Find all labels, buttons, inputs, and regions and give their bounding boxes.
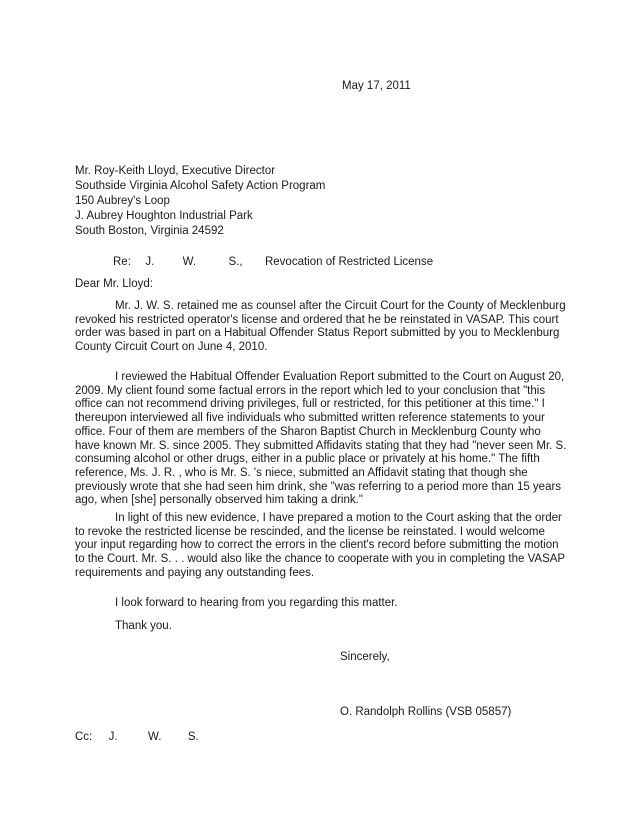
re-subject: Revocation of Restricted License — [264, 256, 434, 268]
re-name-last: S., — [228, 256, 243, 268]
address-line: South Boston, Virginia 24592 — [75, 225, 224, 237]
paragraph-text: Thank you. — [115, 620, 172, 632]
paragraph-text: I look forward to hearing from you regarding this matter. — [115, 597, 398, 609]
letter-date: May 17, 2011 — [342, 80, 411, 92]
address-line: 150 Aubrey's Loop — [75, 195, 170, 207]
cc-prefix: Cc: — [75, 731, 93, 743]
body-paragraph — [75, 371, 567, 508]
address-line: Southside Virginia Alcohol Safety Action Program — [75, 180, 326, 192]
body-paragraph — [75, 597, 567, 611]
cc-name-first: J. — [108, 731, 118, 743]
re-name-middle: W. — [182, 256, 197, 268]
address-line: J. Aubrey Houghton Industrial Park — [75, 210, 253, 222]
salutation: Dear Mr. Lloyd: — [75, 278, 153, 290]
cc-name-last: S. — [187, 731, 199, 743]
address-line: Mr. Roy-Keith Lloyd, Executive Director — [75, 165, 276, 177]
paragraph-text: In light of this new evidence, I have prepared a motion to the Court asking that the order to revoke the restricted license be rescinded, and the license be reinstated. I would welcome your input regarding how to correct the errors in the client's record before submitting the motion to the Court. Mr. S. . . would also like the chance to cooperate with you in completing the VASAP requirements and paying any outstanding fees. — [75, 512, 565, 579]
signature: O. Randolph Rollins (VSB 05857) — [340, 706, 512, 718]
cc-name-middle: W. — [148, 731, 162, 743]
closing: Sincerely, — [340, 651, 390, 663]
re-name-first: J. — [145, 256, 155, 268]
paragraph-text: I reviewed the Habitual Offender Evaluation Report submitted to the Court on August 20, 2009. My client found some factual errors in the report which led to your conclusion that "this office can not recommend driving privileges, full or restricted, for this petitioner at this time." I thereupon interviewed all five individuals who submitted written reference statements to your office. Four of them are members of the Sharon Baptist Church in Mecklenburg County who have known Mr. S. since 2005. They submitted Affidavits stating that they had "never seen Mr. S. consuming alcohol or other drugs, either in a public place or privately at his home." The fifth reference, Ms. J. R. , who is Mr. S. 's niece, submitted an Affidavit stating that though she previously wrote that she had seen him drink, she "was referring to a period more than 15 years ago, when [she] personally observed him taking a drink." — [75, 371, 567, 507]
re-prefix: Re: — [113, 256, 131, 268]
body-paragraph — [75, 620, 567, 634]
re-line — [113, 256, 433, 269]
body-paragraph — [75, 300, 567, 355]
paragraph-text: Mr. J. W. S. retained me as counsel after the Circuit Court for the County of Mecklenburg revoked his restricted operator's license and ordered that he be reinstated in VASAP. This court order was based in part on a Habitual Offender Status Report submitted by you to Mecklenburg County Circuit Court on June 4, 2010. — [75, 300, 566, 354]
cc-line — [75, 731, 199, 744]
body-paragraph — [75, 512, 567, 581]
